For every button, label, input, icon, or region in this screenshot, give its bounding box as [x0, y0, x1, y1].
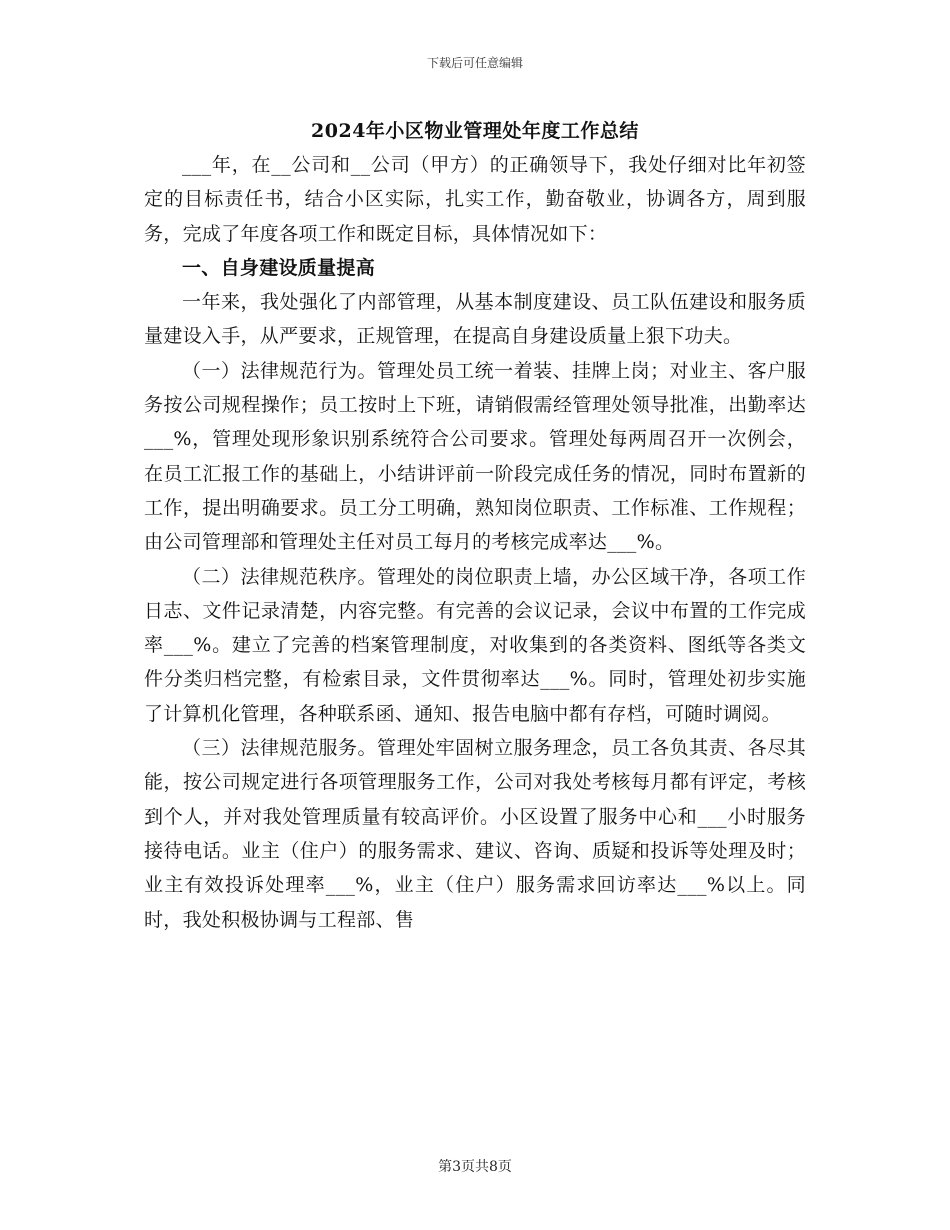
body-paragraph: （三）法律规范服务。管理处牢固树立服务理念，员工各负其责、各尽其能，按公司规定进行各项管理服务工作，公司对我处考核每月都有评定，考核到个人，并对我处管理质量有较高评价。小区设置了服务中心和___小时服务接待电话。业主（住户）的服务需求、建议、咨询、质疑和投诉等处理及时；业主有效投诉处理率___%，业主（住户）服务需求回访率达___%以上。同时，我处积极协调与工程部、售	[144, 737, 806, 931]
body-paragraph: （一）法律规范行为。管理处员工统一着装、挂牌上岗；对业主、客户服务按公司规程操作；员工按时上下班，请销假需经管理处领导批准，出勤率达___%，管理处现形象识别系统符合公司要求。管理处每两周召开一次例会，在员工汇报工作的基础上，小结讲评前一阶段完成任务的情况，同时布置新的工作，提出明确要求。员工分工明确，熟知岗位职责、工作标准、工作规程；由公司管理部和管理处主任对员工每月的考核完成率达___%。	[144, 359, 806, 554]
intro-paragraph: ___年，在__公司和__公司（甲方）的正确领导下，我处仔细对比年初签定的目标责任书，结合小区实际，扎实工作，勤奋敬业，协调各方，周到服务，完成了年度各项工作和既定目标，具体情况如下：	[144, 154, 806, 245]
document-body	[144, 148, 806, 937]
document-title: 2024年小区物业管理处年度工作总结	[311, 120, 639, 142]
body-paragraph: （二）法律规范秩序。管理处的岗位职责上墙，办公区域干净，各项工作日志、文件记录清楚，内容完整。有完善的会议记录，会议中布置的工作完成率___%。建立了完善的档案管理制度，对收集到的各类资料、图纸等各类文件分类归档完整，有检索目录，文件贯彻率达___%。同时，管理处初步实施了计算机化管理，各种联系函、通知、报告电脑中都有存档，可随时调阅。	[144, 565, 806, 725]
body-paragraph: 一年来，我处强化了内部管理，从基本制度建设、员工队伍建设和服务质量建设入手，从严要求，正规管理，在提高自身建设质量上狠下功夫。	[144, 291, 806, 348]
page-number: 第3页共8页	[438, 1159, 512, 1175]
section-heading: 一、自身建设质量提高	[182, 256, 376, 279]
page-header-note: 下载后可任意编辑	[426, 56, 523, 70]
